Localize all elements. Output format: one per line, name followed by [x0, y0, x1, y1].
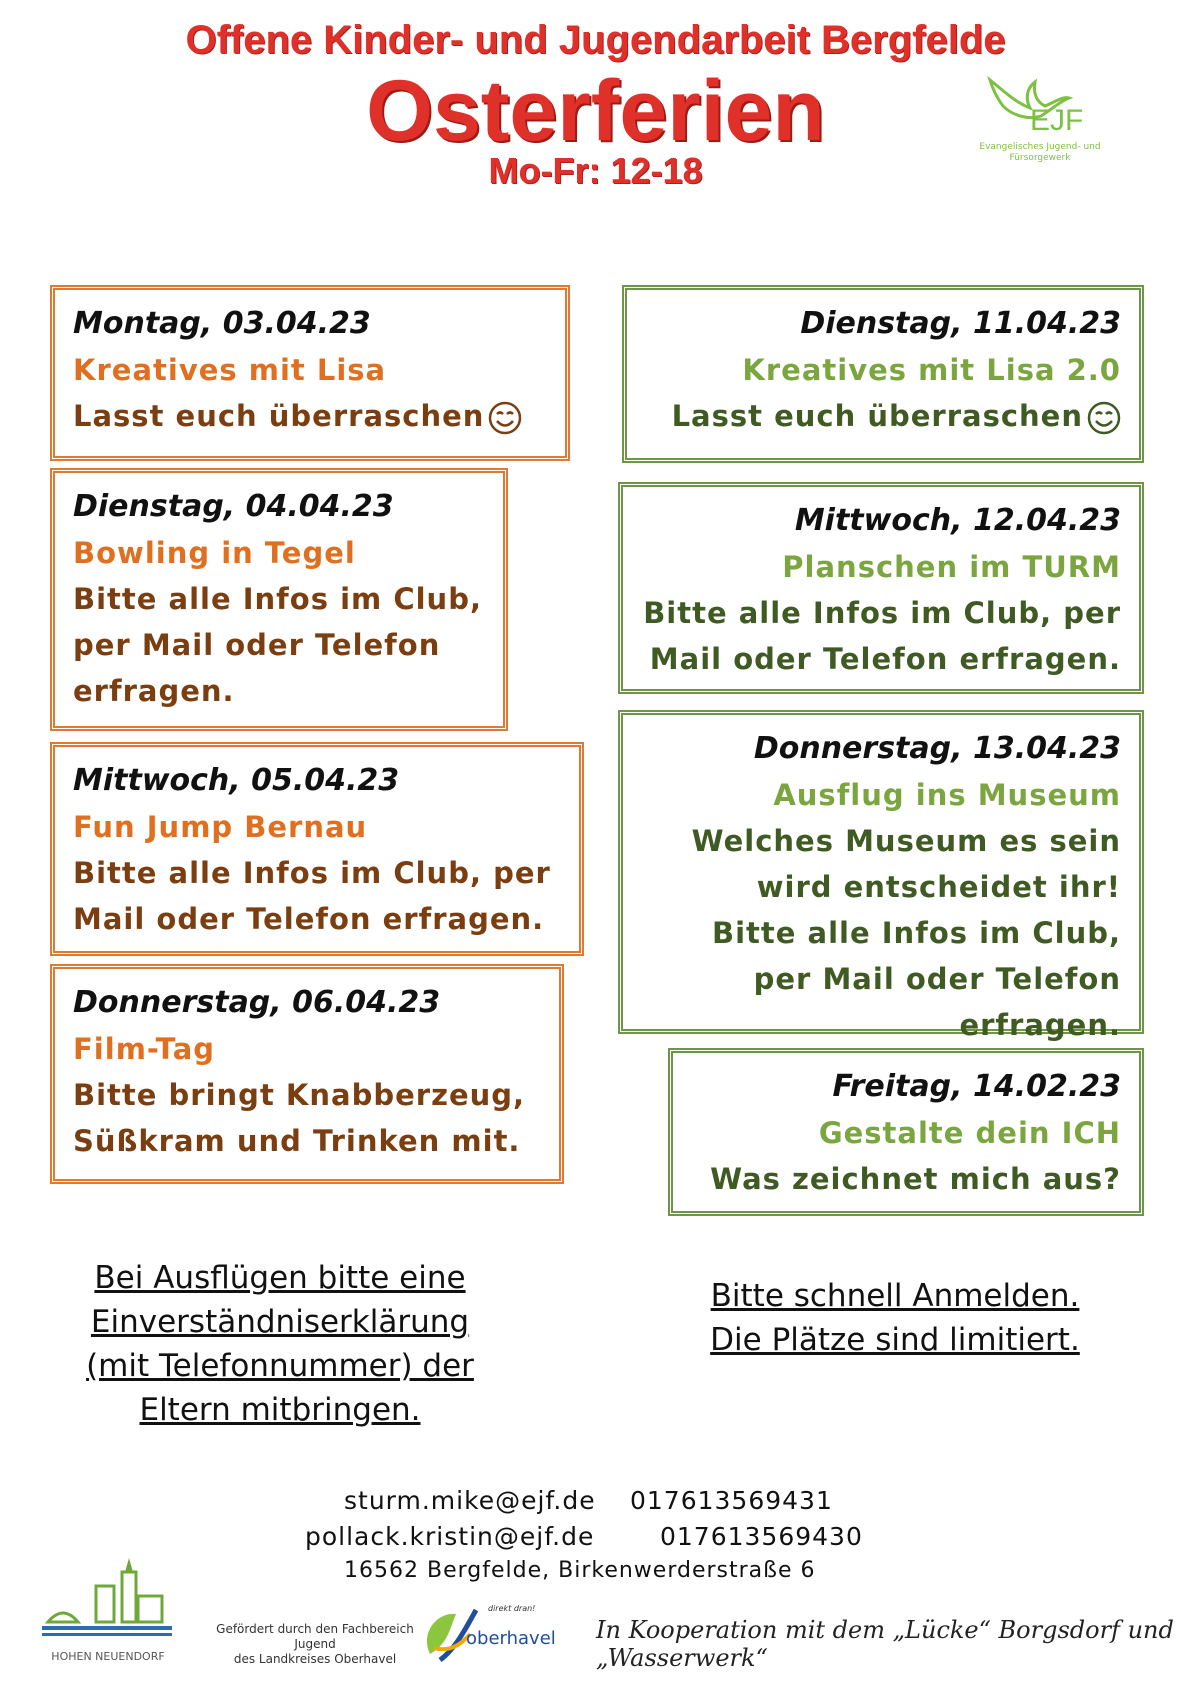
day-date: Donnerstag, 06.04.23 — [73, 985, 441, 1020]
day-activity: Fun Jump Bernau — [73, 810, 368, 844]
hohen-neuendorf-logo — [38, 1556, 178, 1666]
day-activity: Ausflug ins Museum — [773, 778, 1121, 812]
day-card — [618, 482, 1144, 694]
day-card — [622, 285, 1144, 463]
consent-note: Bei Ausflügen bitte eine Einverständniserklärung (mit Telefonnummer) der Eltern mitbringen. — [86, 1260, 474, 1428]
ejf-subtitle-line2: Fürsorgewerk — [1009, 153, 1071, 163]
day-date: Dienstag, 04.04.23 — [73, 489, 394, 524]
day-date: Freitag, 14.02.23 — [832, 1069, 1121, 1104]
day-activity: Planschen im TURM — [782, 550, 1121, 584]
oberhavel-name: oberhavel — [466, 1628, 556, 1649]
day-date: Montag, 03.04.23 — [73, 306, 371, 341]
registration-note: Bitte schnell Anmelden. Die Plätze sind limitiert. — [710, 1278, 1080, 1358]
day-note: Bitte alle Infos im Club, per Mail oder Telefon erfragen. — [643, 596, 1121, 676]
day-note: Lasst euch überraschen — [73, 399, 485, 433]
day-note: Lasst euch überraschen — [671, 399, 1083, 433]
day-card — [50, 742, 584, 956]
day-activity: Bowling in Tegel — [73, 536, 356, 570]
day-note: Welches Museum es sein wird entscheidet ihr! Bitte alle Infos im Club, per Mail oder Telefon erfragen. — [691, 824, 1121, 1042]
contact-address: 16562 Bergfelde, Birkenwerderstraße 6 — [344, 1558, 816, 1583]
contact-phone-1[interactable]: 017613569431 — [630, 1486, 833, 1515]
day-activity: Gestalte dein ICH — [818, 1116, 1121, 1150]
day-activity: Film-Tag — [73, 1032, 216, 1066]
ejf-abbr: EJF — [1030, 104, 1084, 137]
day-note: Was zeichnet mich aus? — [710, 1162, 1121, 1196]
day-date: Mittwoch, 05.04.23 — [73, 763, 400, 798]
day-date: Mittwoch, 12.04.23 — [794, 503, 1121, 538]
header-opening-hours: Mo-Fr: 12-18 — [488, 150, 703, 191]
ejf-logo — [979, 72, 1115, 172]
day-card — [50, 285, 570, 461]
day-activity: Kreatives mit Lisa — [73, 353, 387, 387]
smiley-icon — [1087, 401, 1121, 435]
day-note: Bitte alle Infos im Club, per Mail oder Telefon erfragen. — [73, 856, 551, 936]
day-note: Bitte alle Infos im Club, per Mail oder Telefon erfragen. — [73, 582, 482, 708]
oberhavel-tagline: direkt dran! — [488, 1604, 536, 1613]
ejf-subtitle — [975, 142, 1105, 164]
day-card — [618, 710, 1144, 1042]
day-card — [50, 468, 508, 731]
day-card — [668, 1048, 1144, 1216]
ejf-subtitle-line1: Evangelisches Jugend- und — [979, 142, 1101, 152]
town-skyline-icon — [38, 1556, 178, 1648]
cooperation-text: In Kooperation mit dem „Lücke“ Borgsdorf und „Wasserwerk“ — [596, 1616, 1174, 1672]
day-note: Bitte bringt Knabberzeug, Süßkram und Trinken mit. — [73, 1078, 526, 1158]
smiley-icon — [488, 401, 522, 435]
day-date: Dienstag, 11.04.23 — [800, 306, 1121, 341]
oberhavel-logo — [420, 1604, 556, 1674]
day-date: Donnerstag, 13.04.23 — [753, 731, 1121, 766]
day-card — [50, 964, 564, 1184]
day-activity: Kreatives mit Lisa 2.0 — [742, 353, 1121, 387]
contact-email-1[interactable]: sturm.mike@ejf.de — [344, 1486, 596, 1515]
header-main-title: Osterferien — [366, 63, 825, 159]
contact-email-2[interactable]: pollack.kristin@ejf.de — [305, 1522, 595, 1551]
funding-line1: Gefördert durch den Fachbereich Jugend — [216, 1622, 414, 1651]
funding-line2: des Landkreises Oberhavel — [233, 1652, 397, 1666]
header-title: Offene Kinder- und Jugendarbeit Bergfelde — [185, 18, 1006, 62]
town-name: HOHEN NEUENDORF — [51, 1650, 165, 1663]
funding-text — [210, 1622, 420, 1667]
contact-phone-2[interactable]: 017613569430 — [660, 1522, 863, 1551]
